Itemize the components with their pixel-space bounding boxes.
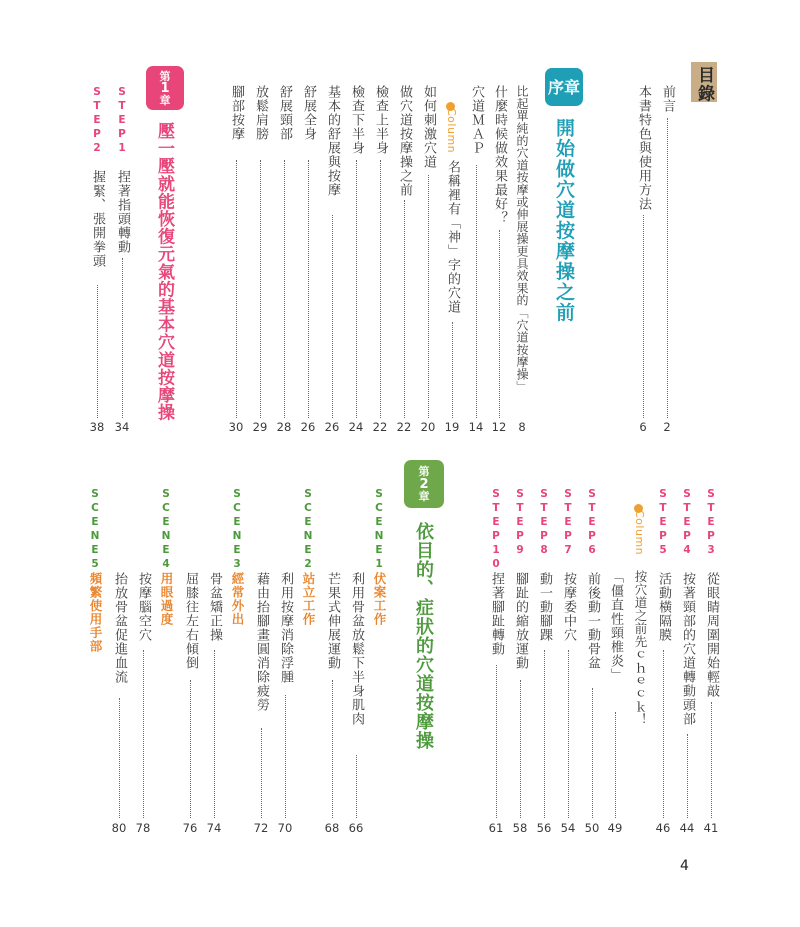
leader (284, 160, 285, 418)
leader (520, 680, 521, 818)
page-number: 22 (372, 420, 388, 434)
toc-item[interactable]: 檢查下半身 (349, 85, 364, 155)
leader (356, 160, 357, 418)
chapter2-badge-bottom: 章 (418, 489, 430, 503)
page-number: 2 (663, 420, 671, 434)
chapter2-badge-top: 第 (418, 464, 430, 478)
scene-tag: 站立工作 (301, 572, 316, 626)
chapter1-badge-num: 1 (160, 80, 170, 96)
step-label: STEP5 (657, 488, 669, 558)
page-number: 28 (276, 420, 292, 434)
toc-item[interactable]: 什麼時候做效果最好？ (492, 85, 507, 225)
toc-item[interactable]: 基本的舒展與按摩 (325, 85, 340, 197)
leader (236, 160, 237, 418)
leader (190, 680, 191, 818)
scene-label: SCENE5 (89, 488, 101, 572)
page-number: 14 (468, 420, 484, 434)
page-number: 66 (348, 821, 364, 835)
page-number: 80 (111, 821, 127, 835)
step-label: STEP8 (538, 488, 550, 558)
chapter2-badge (404, 460, 444, 508)
page-number: 58 (512, 821, 528, 835)
page-number: 70 (277, 821, 293, 835)
toc-item[interactable]: 芒果式伸展運動 (325, 572, 340, 670)
page-number: 76 (182, 821, 198, 835)
leader (380, 160, 381, 418)
page-number: 29 (252, 420, 268, 434)
toc-item[interactable]: 放鬆肩膀 (253, 85, 268, 141)
chapter1-badge-bottom: 章 (159, 93, 171, 107)
page-number: 54 (560, 821, 576, 835)
scene-label: SCENE3 (231, 488, 243, 572)
toc-item[interactable]: 舒展頸部 (277, 85, 292, 141)
toc-item-preface[interactable]: 前言 (660, 85, 675, 113)
column-label: Column (633, 510, 646, 556)
leader (285, 695, 286, 818)
leader (592, 688, 593, 818)
leader (260, 160, 261, 418)
leader (496, 665, 497, 818)
toc-item[interactable]: 利用骨盆放鬆下半身肌肉 (349, 572, 364, 726)
chapter1-heading: 壓一壓就能恢復元氣的基本穴道按摩操 (154, 122, 174, 422)
toc-item[interactable]: 骨盆矯正操 (207, 572, 222, 642)
leader (568, 650, 569, 818)
prologue-heading: 開始做穴道按摩操之前 (553, 118, 575, 323)
page-number: 46 (655, 821, 671, 835)
toc-item[interactable]: 捏著指頭轉動 (115, 170, 130, 254)
page-number: 49 (607, 821, 623, 835)
page-number: 50 (584, 821, 600, 835)
toc-item[interactable]: 比起單純的穴道按摩或伸展操更具效果的「穴道按摩操」 (515, 85, 529, 393)
toc-item[interactable]: 握緊、張開拳頭 (90, 170, 105, 268)
toc-item-features[interactable]: 本書特色與使用方法 (636, 85, 651, 211)
chapter2-heading: 依目的、症狀的穴道按摩操 (413, 522, 434, 750)
toc-item-sub[interactable]: 「僵直性頸椎炎」 (608, 570, 623, 682)
toc-item[interactable]: 屈膝往左右傾倒 (183, 572, 198, 670)
page-number: 78 (135, 821, 151, 835)
leader (332, 215, 333, 418)
leader (711, 702, 712, 818)
column-label: Column (445, 108, 458, 154)
scene-tag: 用眼過度 (159, 572, 174, 626)
toc-item[interactable]: 按摩委中穴 (561, 572, 576, 642)
toc-item[interactable]: 腳部按摩 (229, 85, 244, 141)
page-number: 41 (703, 821, 719, 835)
leader (428, 175, 429, 418)
step-label: STEP7 (562, 488, 574, 558)
toc-item[interactable]: 腳趾的縮放運動 (513, 572, 528, 670)
leader (332, 680, 333, 818)
leader (97, 285, 98, 418)
page-number: 30 (228, 420, 244, 434)
step-label: STEP1 (116, 86, 128, 156)
toc-item[interactable]: 如何刺激穴道 (421, 85, 436, 169)
page-number: 8 (518, 420, 526, 434)
page-number: 74 (206, 821, 222, 835)
leader (119, 698, 120, 818)
step-label: STEP4 (681, 488, 693, 558)
toc-item[interactable]: 捏著腳趾轉動 (489, 572, 504, 656)
page-number: 26 (324, 420, 340, 434)
prologue-badge-text: 序章 (547, 77, 580, 97)
leader (452, 322, 453, 418)
toc-item[interactable]: 活動橫隔膜 (656, 572, 671, 642)
step-label: STEP2 (91, 86, 103, 156)
toc-item[interactable]: 利用按摩消除浮腫 (278, 572, 293, 684)
page-number: 34 (114, 420, 130, 434)
prologue-badge (545, 68, 583, 106)
step-label: STEP6 (586, 488, 598, 558)
toc-item[interactable]: 抬放骨盆促進血流 (112, 572, 127, 684)
step-label: STEP9 (514, 488, 526, 558)
leader (214, 650, 215, 818)
page-number: 56 (536, 821, 552, 835)
leader (308, 160, 309, 418)
chapter1-badge (146, 66, 184, 110)
page-number: 20 (420, 420, 436, 434)
toc-item[interactable]: 按穴道之前先ｃｈｅｃｋ！ (633, 570, 648, 726)
page-number: 61 (488, 821, 504, 835)
page-number: 6 (639, 420, 647, 434)
chapter1-badge-top: 第 (159, 69, 171, 83)
leader (643, 215, 644, 418)
toc-item[interactable]: 做穴道按摩操之前 (397, 85, 412, 197)
scene-tag: 頻繁使用手部 (88, 572, 103, 653)
toc-item[interactable]: 穴道ＭＡＰ (469, 85, 484, 155)
step-label: STEP10 (490, 488, 502, 572)
page-number: 72 (253, 821, 269, 835)
leader (476, 165, 477, 418)
leader (663, 650, 664, 818)
toc-item[interactable]: 按著頸部的穴道轉動頭部 (680, 572, 695, 726)
toc-item[interactable]: 舒展全身 (301, 85, 316, 141)
toc-item[interactable]: 檢查上半身 (373, 85, 388, 155)
leader (404, 200, 405, 418)
scene-label: SCENE2 (302, 488, 314, 572)
scene-tag: 伏案工作 (372, 572, 387, 626)
scene-label: SCENE1 (373, 488, 385, 572)
toc-title: 目錄 (694, 66, 714, 103)
leader (122, 258, 123, 418)
scene-tag: 經常外出 (230, 572, 245, 626)
page-number: 26 (300, 420, 316, 434)
leader (544, 650, 545, 818)
leader (143, 650, 144, 818)
scene-label: SCENE4 (160, 488, 172, 572)
chapter2-badge-num: 2 (419, 476, 429, 492)
toc-item[interactable]: 按摩腦空穴 (136, 572, 151, 642)
toc-item[interactable]: 從眼睛周圍開始輕敲 (704, 572, 719, 698)
toc-item[interactable]: 動一動腳踝 (537, 572, 552, 642)
page-folio: 4 (680, 858, 689, 874)
page-number: 24 (348, 420, 364, 434)
leader (261, 728, 262, 818)
page-number: 22 (396, 420, 412, 434)
leader (356, 755, 357, 818)
page-number: 44 (679, 821, 695, 835)
page-number: 68 (324, 821, 340, 835)
leader (667, 118, 668, 418)
leader (687, 734, 688, 818)
toc-item[interactable]: 前後動一動骨盆 (585, 572, 600, 670)
page-number: 38 (89, 420, 105, 434)
leader (499, 230, 500, 418)
step-label: STEP3 (705, 488, 717, 558)
toc-item[interactable]: 名稱裡有「神」字的穴道 (445, 160, 460, 314)
page-number: 12 (491, 420, 507, 434)
page-number: 19 (444, 420, 460, 434)
leader (615, 712, 616, 818)
toc-item[interactable]: 藉由抬腳畫圓消除疲勞 (254, 572, 269, 712)
